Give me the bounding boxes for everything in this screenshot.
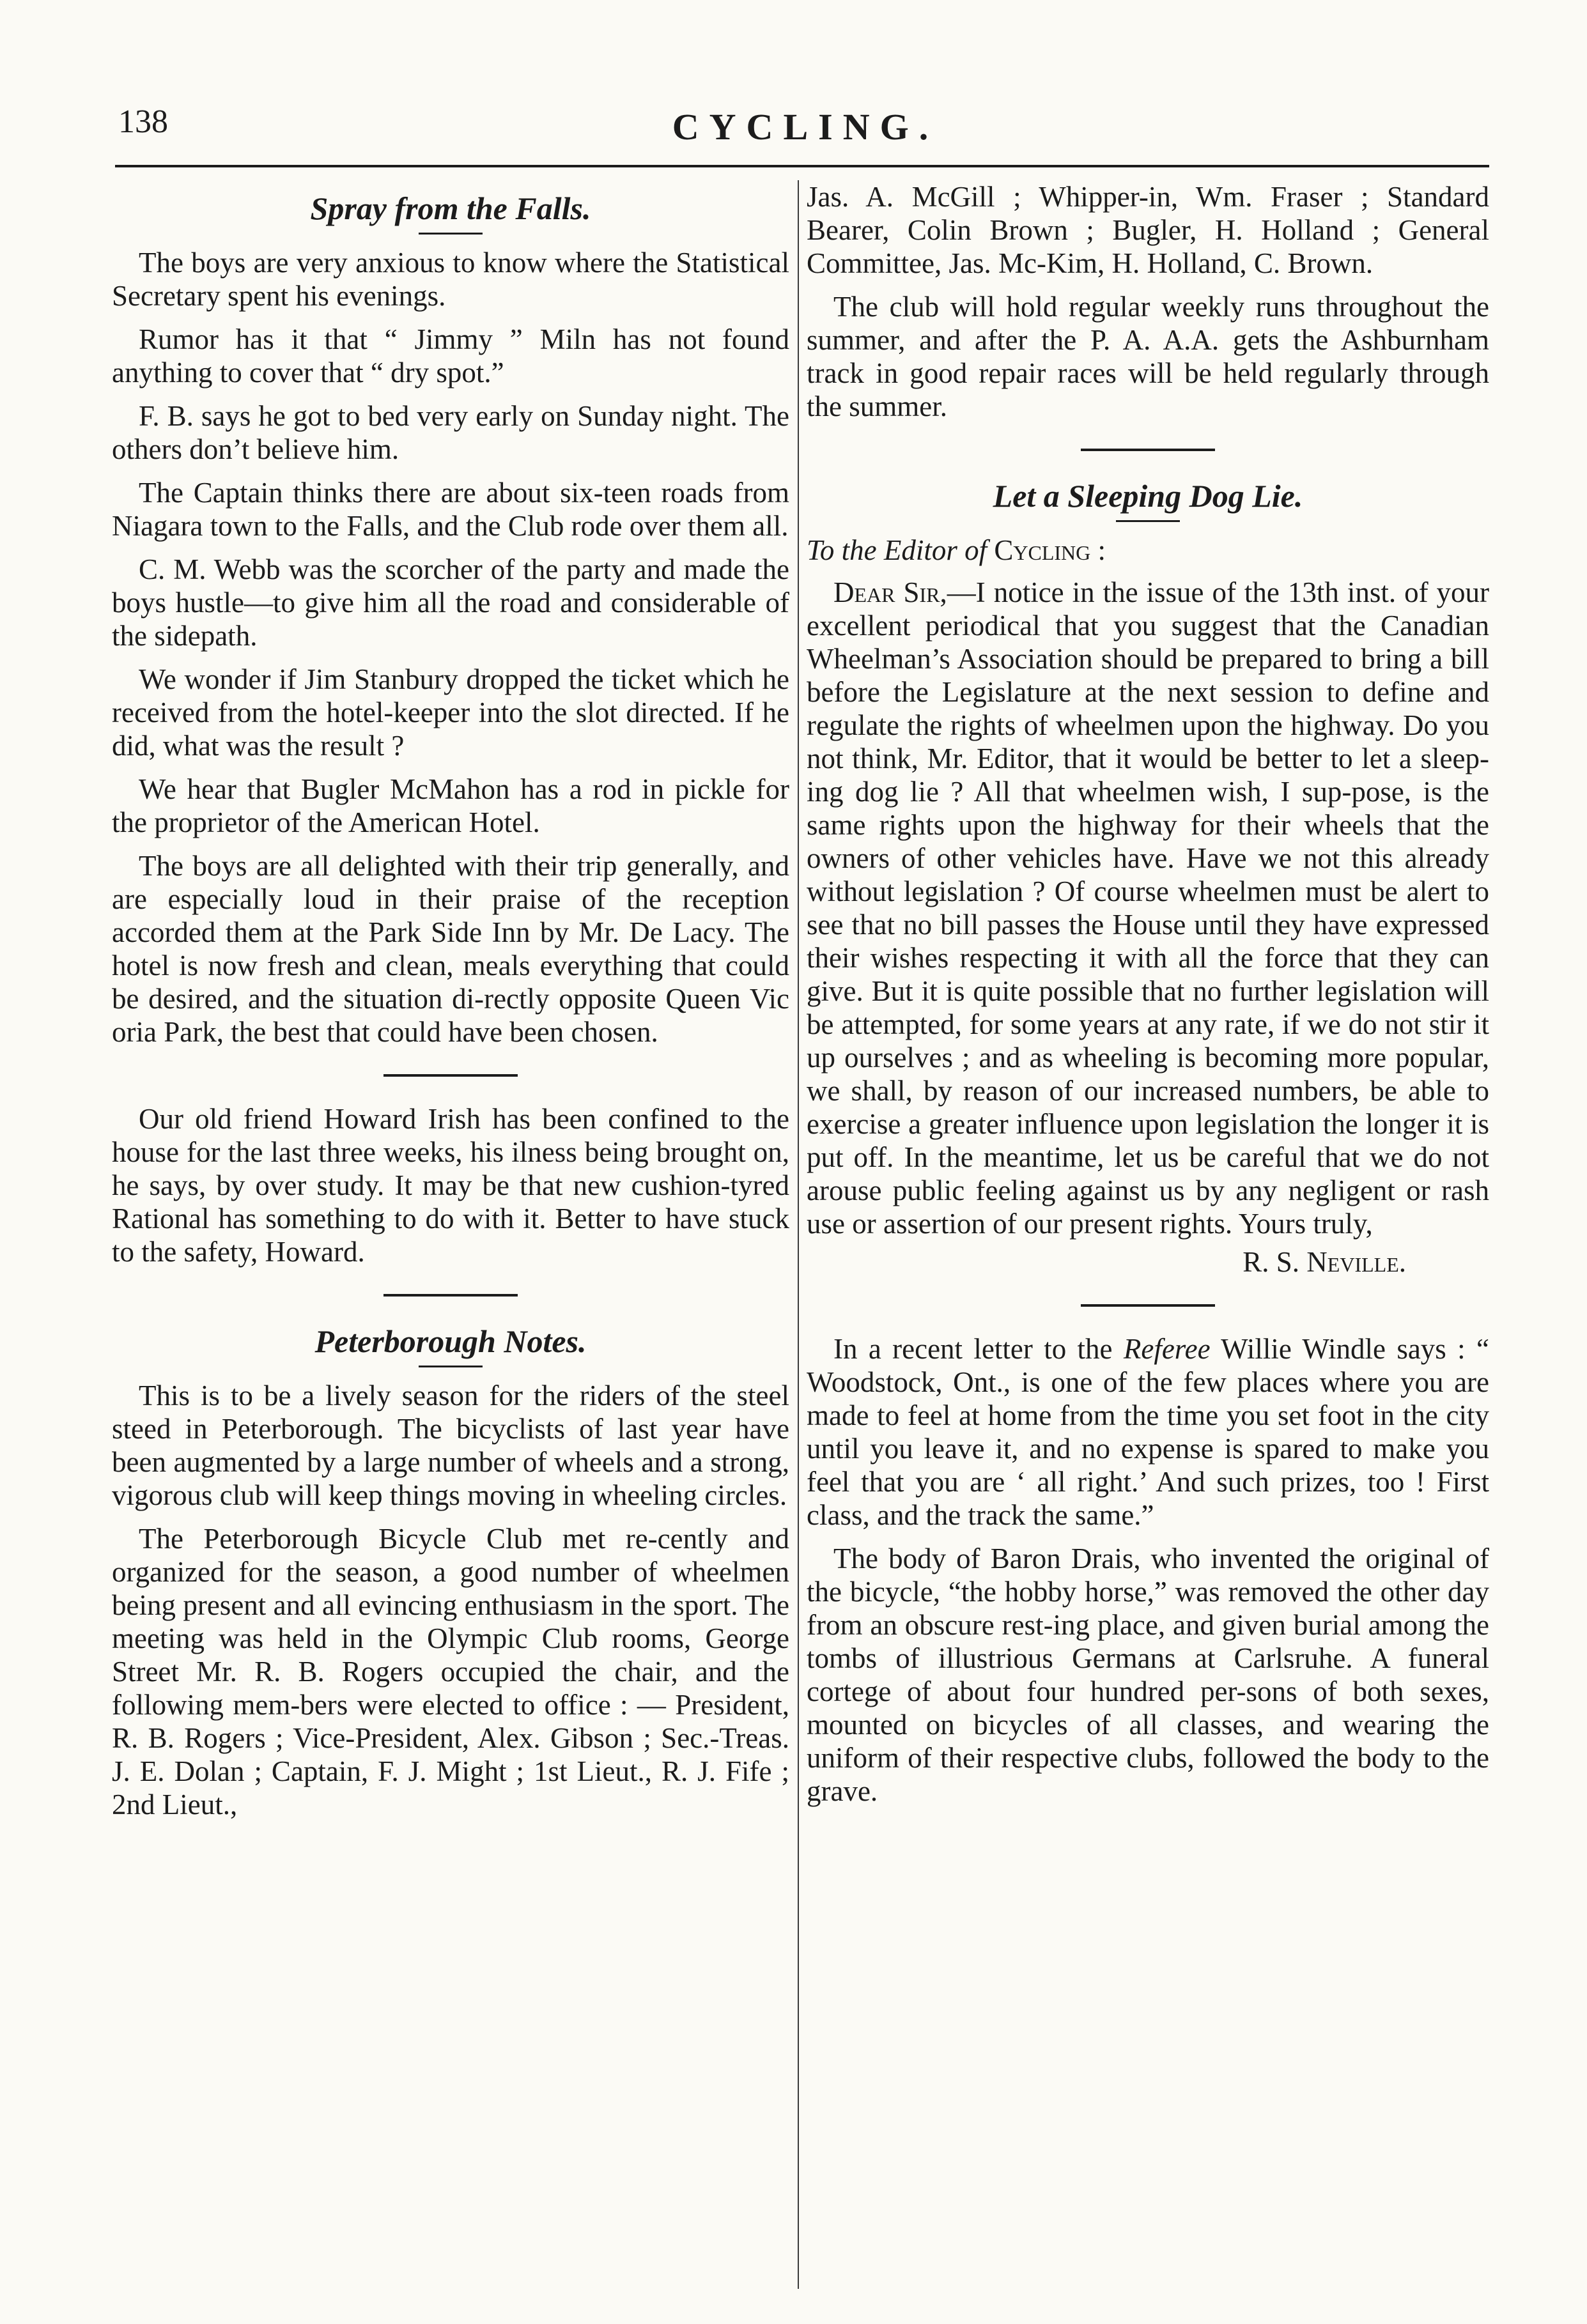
spray-paragraph-5: C. M. Webb was the scorcher of the party and made the boys hustle—to give him all the road and considerable of the sidepath. (112, 553, 789, 652)
section-divider (1081, 449, 1215, 451)
heading-rule (419, 233, 483, 235)
heading-rule (1116, 520, 1180, 522)
drais-paragraph: The body of Baron Drais, who invented the original of the bicycle, “the hobby horse,” was removed the other day from an obscure rest-ing place, and given burial among the tombs of illustrious Germans at Carlsruhe. A funeral cortege of about four hundred per-sons of both sexes, mounted on bicycles of all classes, and wearing the uniform of their respective clubs, followed the body to the grave. (807, 1543, 1489, 1807)
column-divider (798, 180, 799, 2289)
spray-paragraph-4: The Captain thinks there are about six-teen roads from Niagara town to the Falls, and the Club rode over them all. (112, 477, 789, 542)
windle-paragraph (807, 1332, 1489, 1532)
peterborough-paragraph-1: This is to be a lively season for the riders of the steel steed in Peterborough. The bicyclists of last year have been augmented by a large number of wheels and a strong, vigorous club will keep things moving in wheeling circles. (112, 1380, 789, 1511)
spray-paragraph-3: F. B. says he got to bed very early on Sunday night. The others don’t believe him. (112, 400, 789, 465)
salutation-suffix: : (1090, 534, 1106, 566)
windle-after: Willie Windle says : “ Woodstock, Ont., is one of the few places where you are made to feel at home from the time you set foot in the city until you leave it, and no expense is spared to make you feel that you are ‘ all right.’ And such prizes, too ! First class, and the track the same.” (807, 1333, 1489, 1531)
letter-body (807, 576, 1489, 1240)
letter-salutation (807, 534, 1489, 567)
peterborough-heading: Peterborough Notes. (314, 1323, 587, 1359)
dear-sir: Dear Sir, (833, 576, 947, 608)
peterborough-continued-2: The club will hold regular weekly runs throughout the summer, and after the P. A. A.A. gets the Ashburnham track in good repair races will be held regularly through the summer. (807, 291, 1489, 422)
spray-paragraph-8: The boys are all delighted with their trip generally, and are especially loud in their praise of the reception accorded them at the Park Side Inn by Mr. De Lacy. The hotel is now fresh and clean, meals everything that could be desired, and the situation di-rectly opposite Queen Vic oria Park, the best that could have been chosen. (112, 850, 789, 1048)
heading-rule (419, 1366, 483, 1367)
letter-body-text: —I notice in the issue of the 13th inst. of your excellent periodical that you suggest that the Canadian Wheelman’s Association should be prepared to bring a bill before the Legislature at the next session to define and regulate the rights of wheelmen upon the highway. Do you not think, Mr. Editor, that it would be better to let a sleep-ing dog lie ? All that wheelmen wish, I sup-pose, is the same rights upon the highway for their wheels that the owners of other vehicles have. Have we not this already without legislation ? Of course wheelmen must be alert to see that no bill passes the House until they have expressed their wishes respecting it with all the force that they can give. But it is quite possible that no further legislation will be attempted, for some years at any rate, if we do not stir it up ourselves ; and as wheeling is becoming more popular, we shall, by reason of our increased numbers, be able to exercise a greater influence upon legislation the longer it is put off. In the meantime, let us be careful that we do not arouse public feeling against us by any negligent or rash use or assertion of our present rights. Yours truly, (807, 576, 1489, 1240)
peterborough-continued-1: Jas. A. McGill ; Whipper-in, Wm. Fraser ; Standard Bearer, Colin Brown ; Bugler, H. Holland ; General Committee, Jas. Mc-Kim, H. Holland, C. Brown. (807, 181, 1489, 279)
irish-paragraph: Our old friend Howard Irish has been confined to the house for the last three weeks, his ilness being brought on, he says, by over study. It may be that new cushion-tyred Rational has something to do with it. Better to have stuck to the safety, Howard. (112, 1103, 789, 1268)
left-column (112, 180, 789, 2279)
masthead: CYCLING. (672, 106, 939, 148)
header-rule (115, 165, 1489, 167)
section-divider (383, 1294, 518, 1297)
peterborough-paragraph-2: The Peterborough Bicycle Club met re-cently and organized for the season, a good number of wheelmen being present and all evincing enthusiasm in the sport. The meeting was held in the Olympic Club rooms, George Street Mr. R. B. Rogers occupied the chair, and the following mem-bers were elected to office : — President, R. B. Rogers ; Vice-President, Alex. Gibson ; Sec.-Treas. J. E. Dolan ; Captain, F. J. Might ; 1st Lieut., R. J. Fife ; 2nd Lieut., (112, 1523, 789, 1820)
letter-heading: Let a Sleeping Dog Lie. (993, 478, 1303, 514)
letter-signature: R. S. Neville. (1243, 1246, 1406, 1278)
spray-paragraph-2: Rumor has it that “ Jimmy ” Miln has not found anything to cover that “ dry spot.” (112, 323, 789, 389)
windle-before: In a recent letter to the (833, 1333, 1124, 1365)
spray-paragraph-7: We hear that Bugler McMahon has a rod in pickle for the proprietor of the American Hotel. (112, 773, 789, 838)
spray-paragraph-1: The boys are very anxious to know where the Statistical Secretary spent his evenings. (112, 247, 789, 312)
spray-paragraph-6: We wonder if Jim Stanbury dropped the ticket which he received from the hotel-keeper into the slot directed. If he did, what was the result ? (112, 663, 789, 762)
page-number: 138 (118, 104, 168, 140)
section-divider (383, 1074, 518, 1077)
salutation-prefix: To the Editor of (807, 534, 995, 566)
right-column (807, 180, 1489, 2279)
section-divider (1081, 1304, 1215, 1307)
referee-title: Referee (1123, 1333, 1211, 1365)
salutation-publication: Cycling (994, 534, 1091, 566)
spray-heading: Spray from the Falls. (310, 190, 591, 226)
